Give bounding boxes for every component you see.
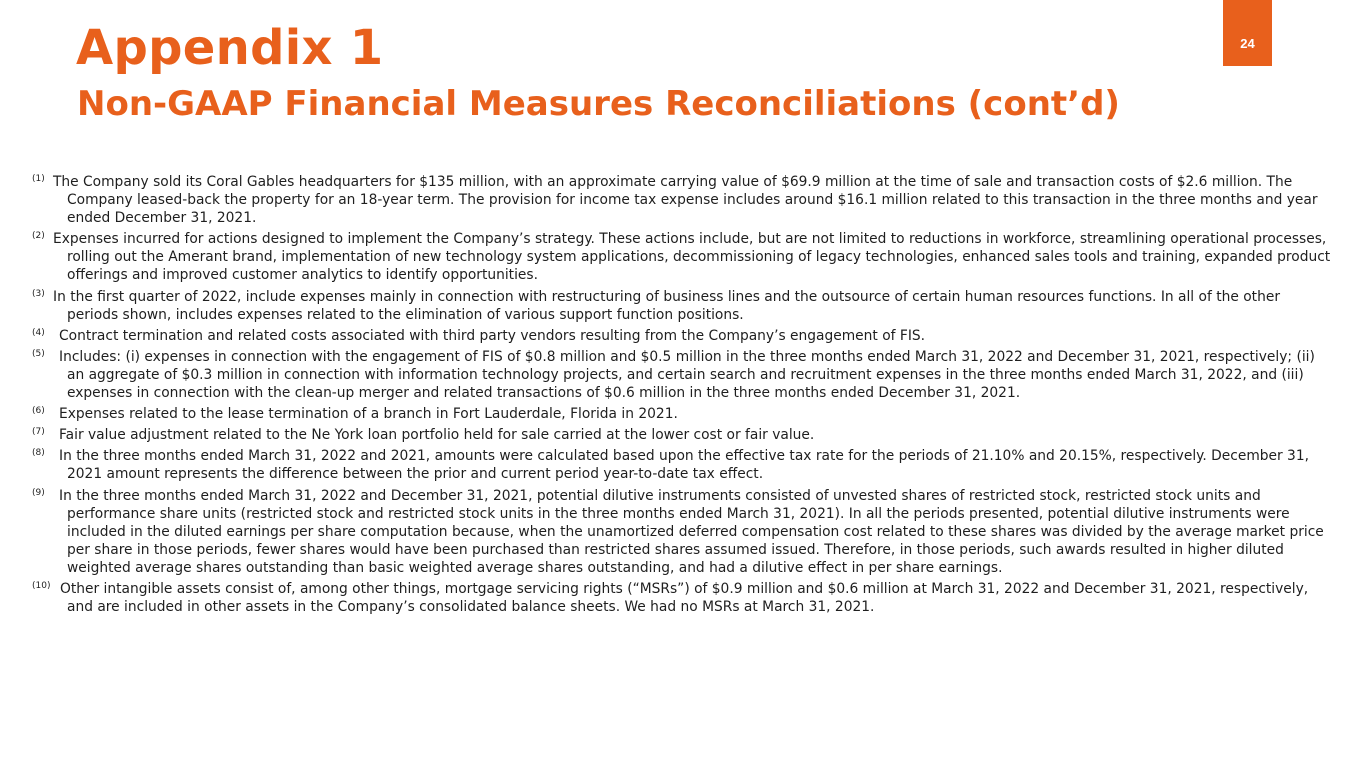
footnote-text: In the three months ended March 31, 2022 and December 31, 2021, potential dilutive instruments consisted of unvested shares of restricted stock, restricted stock units and performance share units (restricted stock and restricted stock units in the three months ended March 31, 2021). In all the periods presented, potential dilutive instruments were included in the diluted earnings per share computation because, when the unamortized deferred compensation cost related to these shares was divided by the average market price per share in those periods, fewer shares would have been purchased than restricted shares assumed issued. Therefore, in those periods, such awards resulted in higher diluted weighted average shares outstanding than basic weighted average shares outstanding, and had a dilutive effect in per share earnings. [59, 487, 1324, 576]
footnote-text: Other intangible assets consist of, among other things, mortgage servicing rights (“MSRs”) of $0.9 million and $0.6 million at March 31, 2022 and December 31, 2021, respectively, and are included in other assets in the Company’s consolidated balance sheets. We had no MSRs at March 31, 2021. [60, 580, 1309, 616]
page-title: Appendix 1 [76, 20, 384, 76]
footnote-text: In the first quarter of 2022, include expenses mainly in connection with restructuring of business lines and the outsource of certain human resources functions. In all of the other periods shown, includes expenses related to the elimination of various support function positions. [53, 288, 1280, 323]
footnote-text: The Company sold its Coral Gables headquarters for $135 million, with an approximate carrying value of $69.9 million at the time of sale and transaction costs of $2.6 million. The Company leased-back the property for an 18-year term. The provision for income tax expense includes around $16.1 million related to this transaction in the three months and year ended December 31, 2021. [53, 174, 1318, 227]
footnote-text: Expenses related to the lease termination of a branch in Fort Lauderdale, Florida in 2021. [59, 406, 678, 423]
page-subtitle: Non-GAAP Financial Measures Reconciliations (cont’d) [77, 84, 1120, 124]
page-number-badge: 24 [1223, 0, 1272, 66]
footnote-8: (8) In the three months ended March 31, 2022 and 2021, amounts were calculated based upon the effective tax rate for the periods of 21.10% and 20.15%, respectively. December 31, 2021 amount represents the difference between the prior and current period year-to-date tax effect. [32, 448, 1309, 483]
footnote-10: (10) Other intangible assets consist of, among other things, mortgage servicing rights (“MSRs”) of $0.9 million and $0.6 million at March 31, 2022 and December 31, 2021, respectively, and are included in other assets in the Company’s consolidated balance sheets. We had no MSRs at March 31, 2021. [32, 580, 1309, 616]
footnote-text: Contract termination and related costs associated with third party vendors resulting from the Company’s engagement of FIS. [59, 327, 926, 344]
footnote-9: (9) In the three months ended March 31, 2022 and December 31, 2021, potential dilutive instruments consisted of unvested shares of restricted stock, restricted stock units and performance share units (restricted stock and restricted stock units in the three months ended March 31, 2021). In all the periods presented, potential dilutive instruments were included in the diluted earnings per share computation because, when the unamortized deferred compensation cost related to these shares was divided by the average market price per share in those periods, fewer shares would have been purchased than restricted shares assumed issued. Therefore, in those periods, such awards resulted in higher diluted weighted average shares outstanding than basic weighted average shares outstanding, and had a dilutive effect in per share earnings. [32, 487, 1324, 576]
footnote-1: (1) The Company sold its Coral Gables headquarters for $135 million, with an approximate carrying value of $69.9 million at the time of sale and transaction costs of $2.6 million. The Company leased-back the property for an 18-year term. The provision for income tax expense includes around $16.1 million related to this transaction in the three months and year ended December 31, 2021. [32, 174, 1318, 227]
footnote-3: (3) In the first quarter of 2022, include expenses mainly in connection with restructuring of business lines and the outsource of certain human resources functions. In all of the other periods shown, includes expenses related to the elimination of various support function positions. [32, 288, 1280, 323]
footnote-4: (4) Contract termination and related costs associated with third party vendors resulting from the Company’s engagement of FIS. [32, 327, 926, 344]
footnote-text: Expenses incurred for actions designed to implement the Company’s strategy. These actions include, but are not limited to reductions in workforce, streamlining operational processes, rolling out the Amerant brand, implementation of new technology system applications, decommissioning of legacy technologies, enhanced sales tools and training, expanded product offerings and improved customer analytics to identify opportunities. [53, 231, 1331, 284]
footnote-text: Includes: (i) expenses in connection with the engagement of FIS of $0.8 million and $0.5 million in the three months ended March 31, 2022 and December 31, 2021, respectively; (ii) an aggregate of $0.3 million in connection with information technology projects, and certain search and recruitment expenses in the three months ended March 31, 2022, and (iii) expenses in connection with the clean-up merger and related transactions of $0.6 million in the three months ended December 31, 2021. [59, 348, 1315, 402]
footnote-7: (7) Fair value adjustment related to the Ne York loan portfolio held for sale carried at the lower cost or fair value. [32, 427, 815, 444]
footnote-6: (6) Expenses related to the lease termination of a branch in Fort Lauderdale, Florida in 2021. [32, 406, 678, 423]
footnote-text: In the three months ended March 31, 2022 and 2021, amounts were calculated based upon the effective tax rate for the periods of 21.10% and 20.15%, respectively. December 31, 2021 amount represents the difference between the prior and current period year-to-date tax effect. [59, 448, 1309, 483]
footnotes-list [32, 170, 1332, 616]
footnote-2: (2) Expenses incurred for actions designed to implement the Company’s strategy. These actions include, but are not limited to reductions in workforce, streamlining operational processes, rolling out the Amerant brand, implementation of new technology system applications, decommissioning of legacy technologies, enhanced sales tools and training, expanded product offerings and improved customer analytics to identify opportunities. [32, 231, 1331, 284]
footnote-text: Fair value adjustment related to the Ne York loan portfolio held for sale carried at the lower cost or fair value. [59, 427, 815, 444]
footnote-5: (5) Includes: (i) expenses in connection with the engagement of FIS of $0.8 million and $0.5 million in the three months ended March 31, 2022 and December 31, 2021, respectively; (ii) an aggregate of $0.3 million in connection with information technology projects, and certain search and recruitment expenses in the three months ended March 31, 2022, and (iii) expenses in connection with the clean-up merger and related transactions of $0.6 million in the three months ended December 31, 2021. [32, 348, 1315, 402]
